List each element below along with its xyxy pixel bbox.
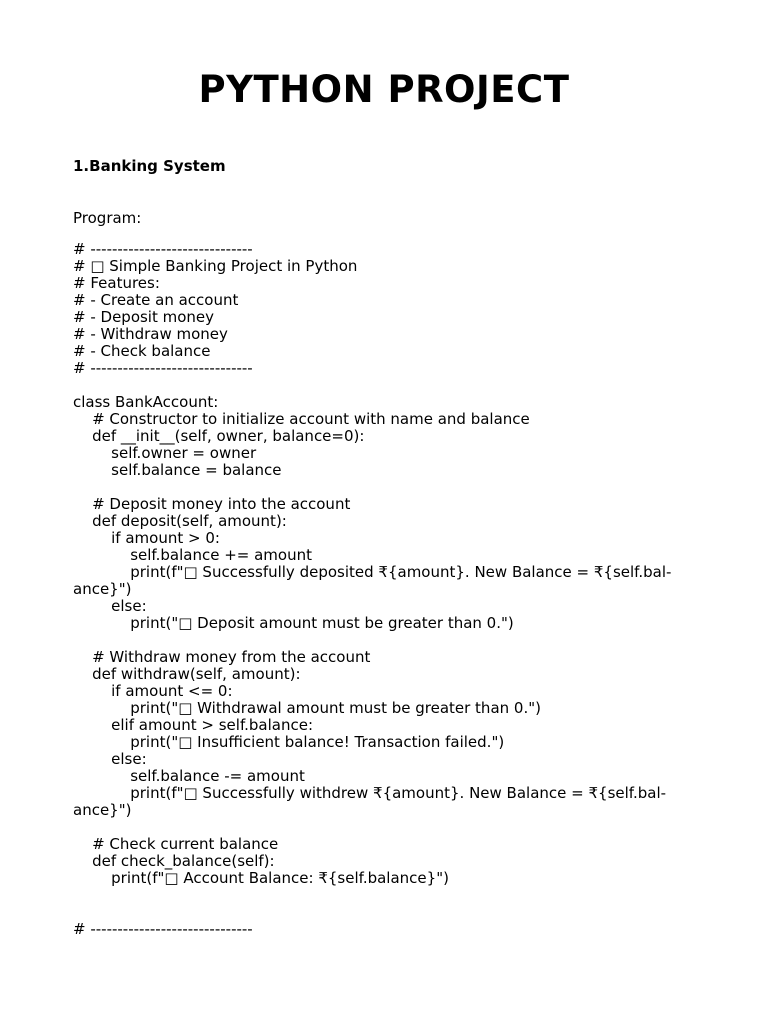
program-label: Program: [73, 209, 142, 227]
code-line: ance}") [73, 801, 132, 819]
code-line: else: [73, 597, 147, 615]
code-line: self.owner = owner [73, 444, 257, 462]
code-block [73, 241, 713, 938]
code-line: def __init__(self, owner, balance=0): [73, 427, 365, 445]
code-line: self.balance += amount [73, 546, 312, 564]
code-line: print(f"□ Successfully withdrew ₹{amount}. New Balance = ₹{self.bal- [73, 784, 667, 802]
code-line: if amount <= 0: [73, 682, 233, 700]
code-line: self.balance -= amount [73, 767, 305, 785]
code-line: print("□ Deposit amount must be greater than 0.") [73, 614, 514, 632]
code-line: # Deposit money into the account [73, 495, 351, 513]
code-line: # ------------------------------ [73, 920, 253, 938]
code-line: ance}") [73, 580, 132, 598]
code-line: print(f"□ Successfully deposited ₹{amount}. New Balance = ₹{self.bal- [73, 563, 672, 581]
code-line: class BankAccount: [73, 393, 219, 411]
code-line: # ------------------------------ [73, 240, 253, 258]
code-line: # - Create an account [73, 291, 239, 309]
code-line: def deposit(self, amount): [73, 512, 287, 530]
code-line: # ------------------------------ [73, 359, 253, 377]
code-line: def check_balance(self): [73, 852, 275, 870]
code-line: elif amount > self.balance: [73, 716, 314, 734]
code-line [73, 887, 713, 904]
code-line [73, 819, 713, 836]
code-line: self.balance = balance [73, 461, 282, 479]
code-line: # Withdraw money from the account [73, 648, 371, 666]
code-line: # □ Simple Banking Project in Python [73, 257, 358, 275]
code-line: # Features: [73, 274, 160, 292]
code-line: # Check current balance [73, 835, 279, 853]
code-line: print("□ Insufficient balance! Transaction failed.") [73, 733, 505, 751]
code-line: print("□ Withdrawal amount must be greater than 0.") [73, 699, 541, 717]
page-title: PYTHON PROJECT [198, 68, 570, 111]
code-line: # - Withdraw money [73, 325, 228, 343]
code-line: print(f"□ Account Balance: ₹{self.balance}") [73, 869, 449, 887]
code-line [73, 632, 713, 649]
code-line: if amount > 0: [73, 529, 220, 547]
code-line: # - Check balance [73, 342, 211, 360]
code-line [73, 904, 713, 921]
code-line [73, 479, 713, 496]
code-line: else: [73, 750, 147, 768]
section-heading: 1.Banking System [73, 157, 226, 175]
code-line: # Constructor to initialize account with name and balance [73, 410, 530, 428]
code-line [73, 377, 713, 394]
code-line: # - Deposit money [73, 308, 215, 326]
code-line: def withdraw(self, amount): [73, 665, 301, 683]
